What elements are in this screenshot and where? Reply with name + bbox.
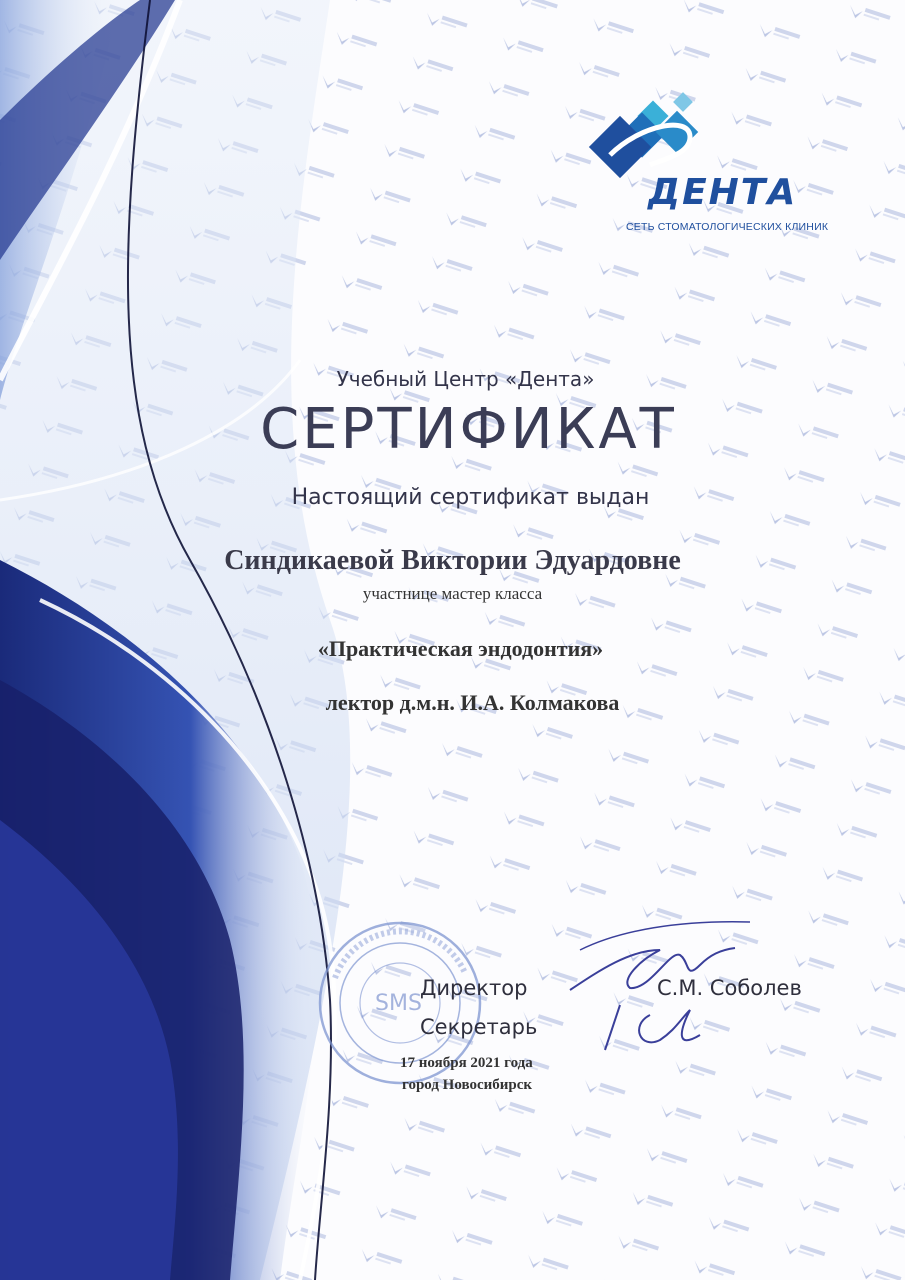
certificate-title: СЕРТИФИКАТ (260, 397, 677, 462)
issued-to-text: Настоящий сертификат выдан (291, 485, 650, 510)
school-name: Учебный Центр «Дента» (336, 367, 595, 391)
logo-tagline: СЕТЬ СТОМАТОЛОГИЧЕСКИХ КЛИНИК (626, 221, 829, 233)
issue-city: город Новосибирск (402, 1077, 533, 1093)
logo-brand: ДЕНТА (648, 172, 798, 213)
recipient-name: Синдикаевой Виктории Эдуардовне (224, 545, 681, 576)
lecturer-name: лектор д.м.н. И.А. Колмакова (325, 690, 620, 715)
secretary-label: Секретарь (420, 1015, 538, 1039)
recipient-role: участнице мастер класса (362, 584, 543, 603)
director-label: Директор (420, 976, 528, 1000)
course-name: «Практическая эндодонтия» (317, 636, 604, 661)
issue-date: 17 ноября 2021 года (400, 1055, 533, 1071)
stamp-text: SMS (375, 991, 422, 1016)
director-name: С.М. Соболев (657, 976, 802, 1000)
